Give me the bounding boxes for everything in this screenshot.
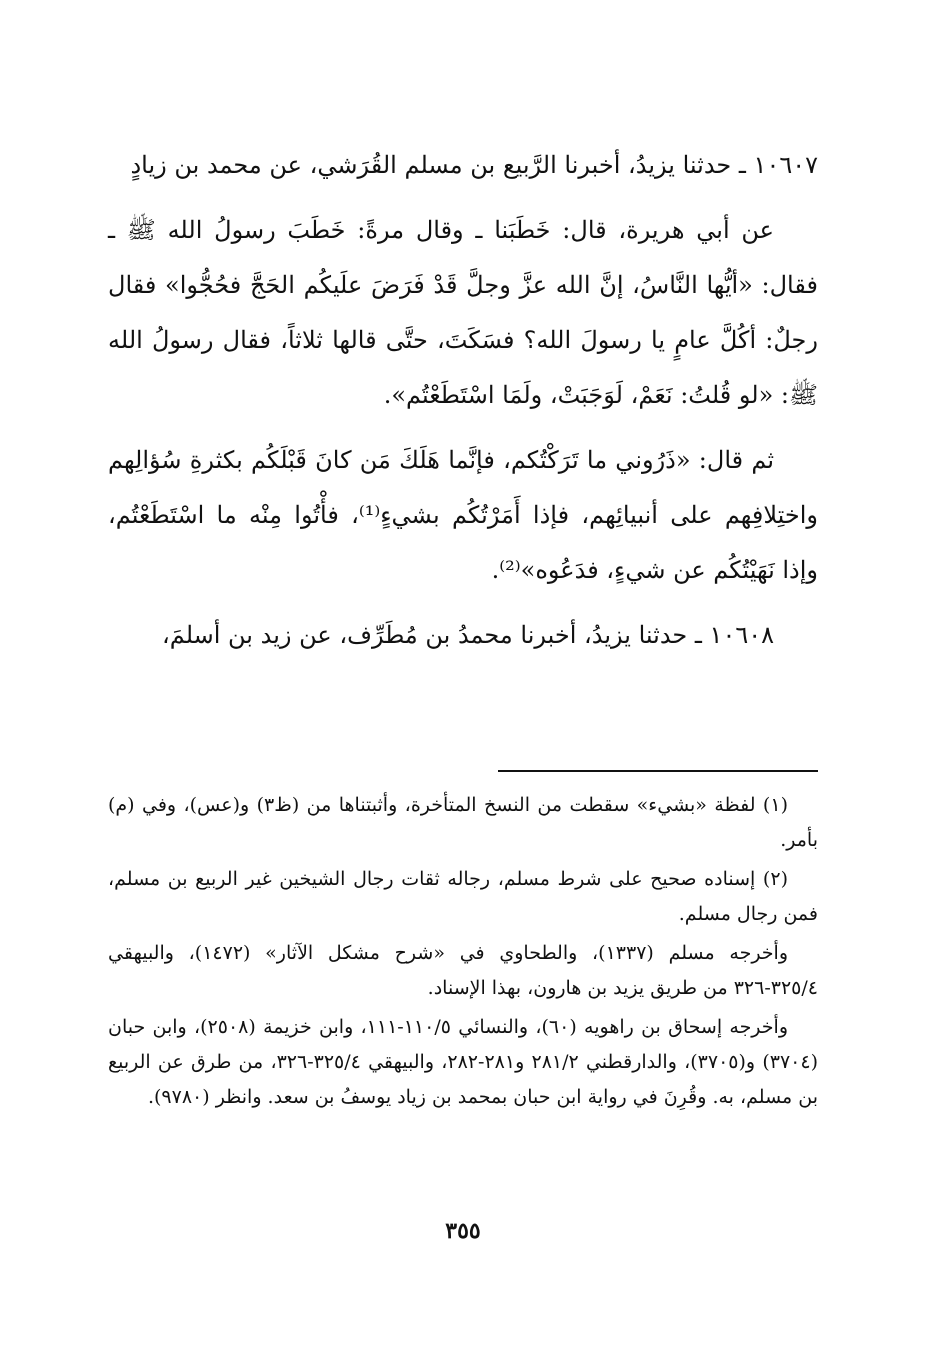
hadith-10607-text: عن أبي هريرة، قال: خَطَبَنا ـ وقال مرةً: خَطَبَ رسولُ الله ﷺ ـ فقال: «أيُّها النَّاسُ، إنَّ الله عزَّ وجلَّ قَدْ فَرَضَ علَيكُم الحَجَّ فحُجُّوا» فقال رجلٌ: أكُلَّ عامٍ يا رسولَ الله؟ فسَكَتَ، حتَّى قالها ثلاثاً، فقال رسولُ الله ﷺ: «لو قُلتُ: نَعَمْ، لَوَجَبَتْ، ولَمَا اسْتَطَعْتُم». xyxy=(108,216,818,409)
page-number: ٣٥٥ xyxy=(445,1218,481,1244)
footnotes xyxy=(108,788,818,1115)
main-text xyxy=(108,138,818,663)
footnote-2-sources: وأخرجه إسحاق بن راهويه (٦٠)، والنسائي ١١٠/٥-١١١، وابن خزيمة (٢٥٠٨)، وابن حبان (٣٧٠٤) و(٣٧٠٥)، والدارقطني ٢٨١/٢ و٢٨١-٢٨٢، والبيهقي ٣٢٥/٤-٣٢٦، من طرق عن الربيع بن مسلم، به. وقُرِنَ في رواية ابن حبان بمحمد بن زياد يوسفُ بن سعد. وانظر (٩٧٨٠). xyxy=(108,1016,818,1108)
footnote-1: (١) لفظة «بشيء» سقطت من النسخ المتأخرة، وأثبتناها من (ظ٣) و(عس)، وفي (م) بأمر. xyxy=(108,794,818,851)
footnote-2-muslim: وأخرجه مسلم (١٣٣٧)، والطحاوي في «شرح مشكل الآثار» (١٤٧٢)، والبيهقي ٣٢٥/٤-٣٢٦ من طريق يزيد بن هارون، بهذا الإسناد. xyxy=(108,942,818,999)
footnote-separator xyxy=(498,770,818,772)
footnote-2: (٢) إسناده صحيح على شرط مسلم، رجاله ثقات رجال الشيخين غير الربيع بن مسلم، فمن رجال مسلم. xyxy=(108,868,818,925)
hadith-10607-header: ١٠٦٠٧ ـ حدثنا يزيدُ، أخبرنا الرَّبيع بن مسلم القُرَشي، عن محمد بن زيادٍ xyxy=(130,151,818,179)
hadith-10608-header: ١٠٦٠٨ ـ حدثنا يزيدُ، أخبرنا محمدُ بن مُطَرِّف، عن زيد بن أسلمَ، xyxy=(161,621,774,649)
book-page xyxy=(108,138,818,1268)
hadith-10607-continuation: ثم قال: «ذَرُوني ما تَرَكْتُكم، فإنَّما هَلَكَ مَن كانَ قَبْلَكُم بكثرةِ سُؤالِهم واختِلافِهم على أنبيائِهم، فإذا أَمَرْتُكُم بشيءٍ⁽¹⁾، فأْتُوا مِنْه ما اسْتَطَعْتُم، وإذا نَهَيْتُكُم عن شيءٍ، فدَعُوه»⁽²⁾. xyxy=(108,446,818,584)
